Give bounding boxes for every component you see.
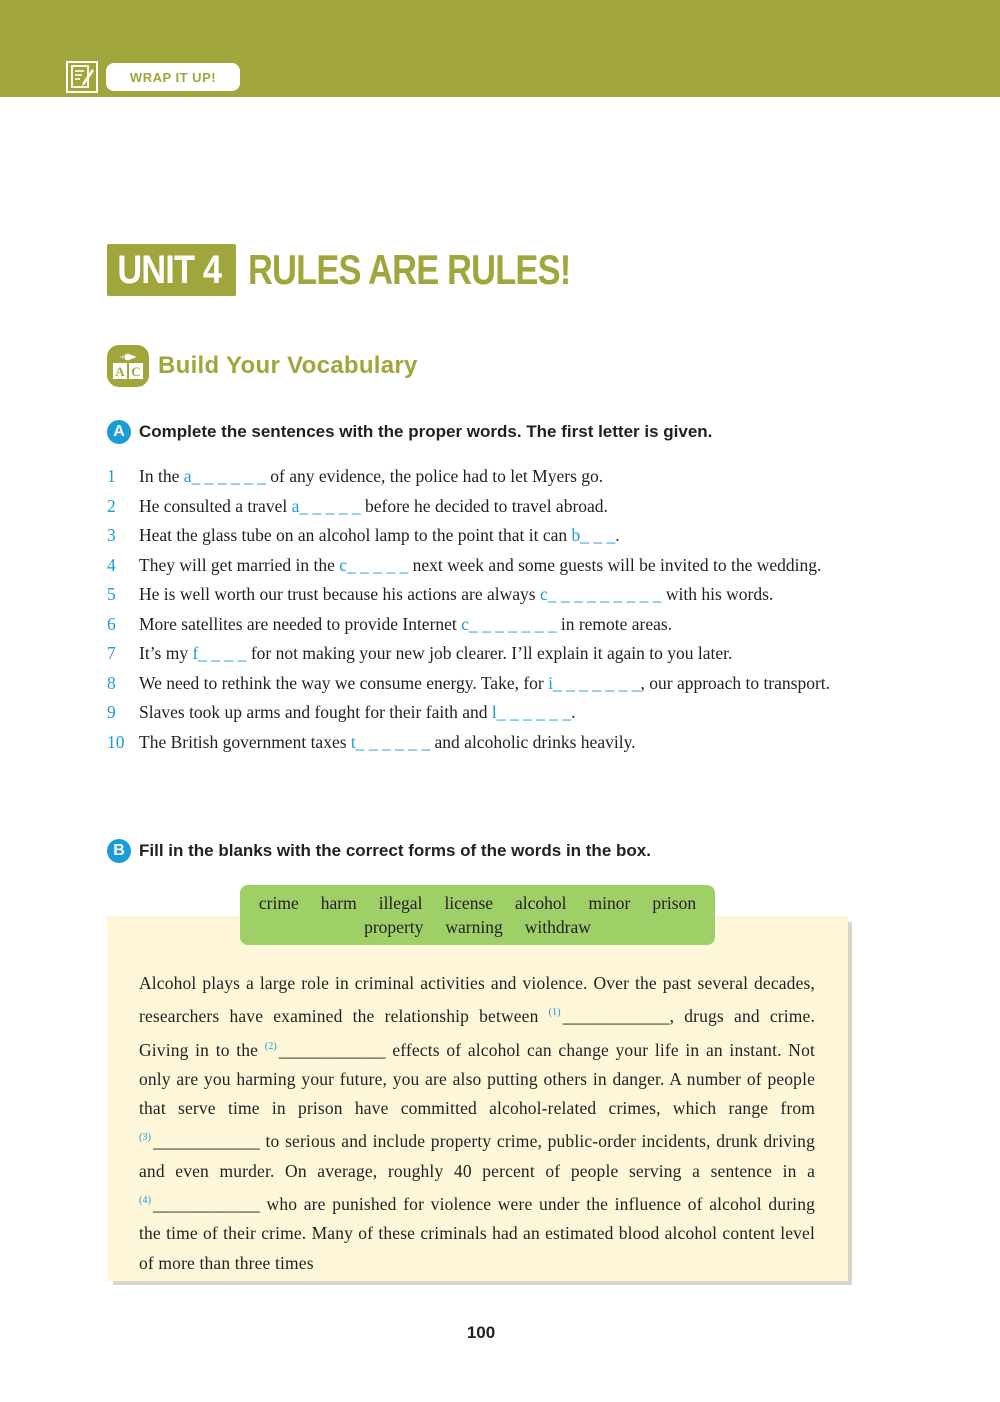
question-text-after: , our approach to transport. [640,672,831,693]
passage-box [107,916,848,1281]
blank-number: (1) [548,1007,561,1019]
abc-blocks-icon [106,344,150,388]
question-text-after: for not making your new job clearer. I’ll explain it again to you later. [246,643,733,663]
fill-in-blank[interactable]: ____________ [153,1194,260,1215]
section-b-heading [107,839,651,863]
answer-hint[interactable]: i_ _ _ _ _ _ _ [548,672,641,693]
question-text-before: They will get married in the [139,554,340,575]
section-a-heading [107,420,712,444]
question-number: 7 [107,643,116,663]
word-box-word: harm [320,893,357,913]
fill-in-blank[interactable]: ____________ [153,1131,260,1152]
question-text-before: Heat the glass tube on an alcohol lamp to the point that it can [139,525,572,545]
blank-number: (4) [139,1195,152,1207]
answer-hint[interactable]: f_ _ _ _ [192,643,247,663]
question-text-before: Slaves took up arms and fought for their faith and [139,702,492,722]
question-item [107,580,852,610]
passage-segment: , drugs and crime. Giving in to the [139,1006,815,1060]
question-text [139,698,852,728]
passage-text [139,969,815,1278]
unit-title: RULES ARE RULES! [248,246,571,293]
blank-number: (3) [139,1132,152,1144]
svg-text:A: A [115,364,125,379]
section-b-instruction: Fill in the blanks with the correct forms of the words in the box. [139,841,651,860]
question-text-after: and alcoholic drinks heavily. [430,731,636,752]
passage-segment: to serious and include property crime, public-order incidents, drunk driving and even murder. On average, roughly 40 percent of people serving a sentence in a [139,1131,815,1181]
word-box-word: alcohol [515,893,567,913]
question-text-before: In the [139,466,184,486]
question-number: 6 [107,613,116,634]
word-box [240,885,715,945]
svg-text:B: B [120,355,126,361]
question-text [139,462,852,492]
question-text [139,639,852,669]
wrap-it-up-label: WRAP IT UP! [106,63,240,91]
question-text-after: next week and some guests will be invited to the wedding. [408,554,822,575]
question-number: 3 [107,525,116,545]
answer-hint[interactable]: c_ _ _ _ _ _ _ [461,613,557,634]
fill-in-blank[interactable]: ____________ [278,1039,386,1060]
word-box-word: prison [652,893,697,913]
word-box-word: warning [445,917,503,937]
blank-number: (2) [264,1040,277,1052]
question-text [139,610,852,640]
question-text-after: of any evidence, the police had to let Myers go. [265,466,604,486]
section-a-badge: A [107,420,131,444]
passage-segment: who are punished for violence were under the influence of alcohol during the time of their crime. Many of these criminals had an estimated blood alcohol content level of more than three times [139,1194,815,1273]
question-item [107,728,852,758]
question-number: 5 [107,584,116,604]
answer-hint[interactable]: b_ _ _ [571,525,616,545]
word-box-word: property [364,917,424,937]
question-item [107,698,852,728]
question-text-before: The British government taxes [139,731,351,752]
page-number: 100 [466,1323,496,1342]
notepad-pencil-icon [66,61,98,93]
question-text-after: with his words. [661,584,774,604]
passage-segment: Alcohol plays a large role in criminal activities and violence. Over the past several decades, researchers have examined the relationship between [139,973,815,1027]
unit-number: UNIT 4 [107,244,236,296]
answer-hint[interactable]: a_ _ _ _ _ [291,495,361,516]
question-item [107,462,852,492]
question-number: 8 [107,672,116,693]
word-box-word: crime [258,893,299,913]
vocabulary-title: Build Your Vocabulary [158,352,418,379]
word-box-word: minor [588,893,631,913]
question-item [107,551,852,581]
answer-hint[interactable]: c_ _ _ _ _ [339,554,409,575]
question-text-before: He consulted a travel [139,495,292,516]
question-text-before: He is well worth our trust because his actions are always [139,584,540,604]
question-number: 1 [107,466,116,486]
question-text-after: . [571,702,576,722]
section-b-badge: B [107,839,131,863]
answer-hint[interactable]: t_ _ _ _ _ _ [350,731,431,752]
question-text-before: We need to rethink the way we consume energy. Take, for [139,672,549,693]
question-item [107,610,852,640]
question-number: 10 [107,731,125,752]
question-text-before: More satellites are needed to provide Internet [139,613,462,634]
question-item [107,521,852,551]
word-box-row-2 [353,915,602,939]
question-number: 4 [107,554,116,575]
question-text [139,728,852,758]
question-text-after: in remote areas. [556,613,673,634]
question-number: 2 [107,495,116,516]
question-text [139,492,852,522]
word-box-word: license [444,893,494,913]
unit-heading [107,244,641,296]
question-text [139,669,852,699]
answer-hint[interactable]: l_ _ _ _ _ _ [491,702,572,722]
question-number: 9 [107,702,116,722]
word-box-word: withdraw [524,917,591,937]
question-text [139,580,852,610]
answer-hint[interactable]: a_ _ _ _ _ _ [183,466,266,486]
answer-hint[interactable]: c_ _ _ _ _ _ _ _ _ [539,584,662,604]
question-text [139,551,852,581]
question-item [107,669,852,699]
question-text-after: before he decided to travel abroad. [360,495,608,516]
vocabulary-heading [106,344,418,388]
fill-in-blank[interactable]: ____________ [562,1006,670,1027]
word-box-word: illegal [378,893,423,913]
question-list [107,462,852,757]
svg-text:C: C [131,364,141,379]
word-box-row-1 [248,891,707,915]
section-a-instruction: Complete the sentences with the proper words. The first letter is given. [139,422,713,441]
question-text-before: It’s my [139,643,193,663]
passage-segment: effects of alcohol can change your life in an instant. Not only are you harming your future, you are also putting others in danger. A number of people that serve time in prison have committed alcohol-related crimes, which range from [139,1039,816,1119]
question-text [139,521,852,551]
question-item [107,492,852,522]
question-text-after: . [615,525,620,545]
question-item [107,639,852,669]
